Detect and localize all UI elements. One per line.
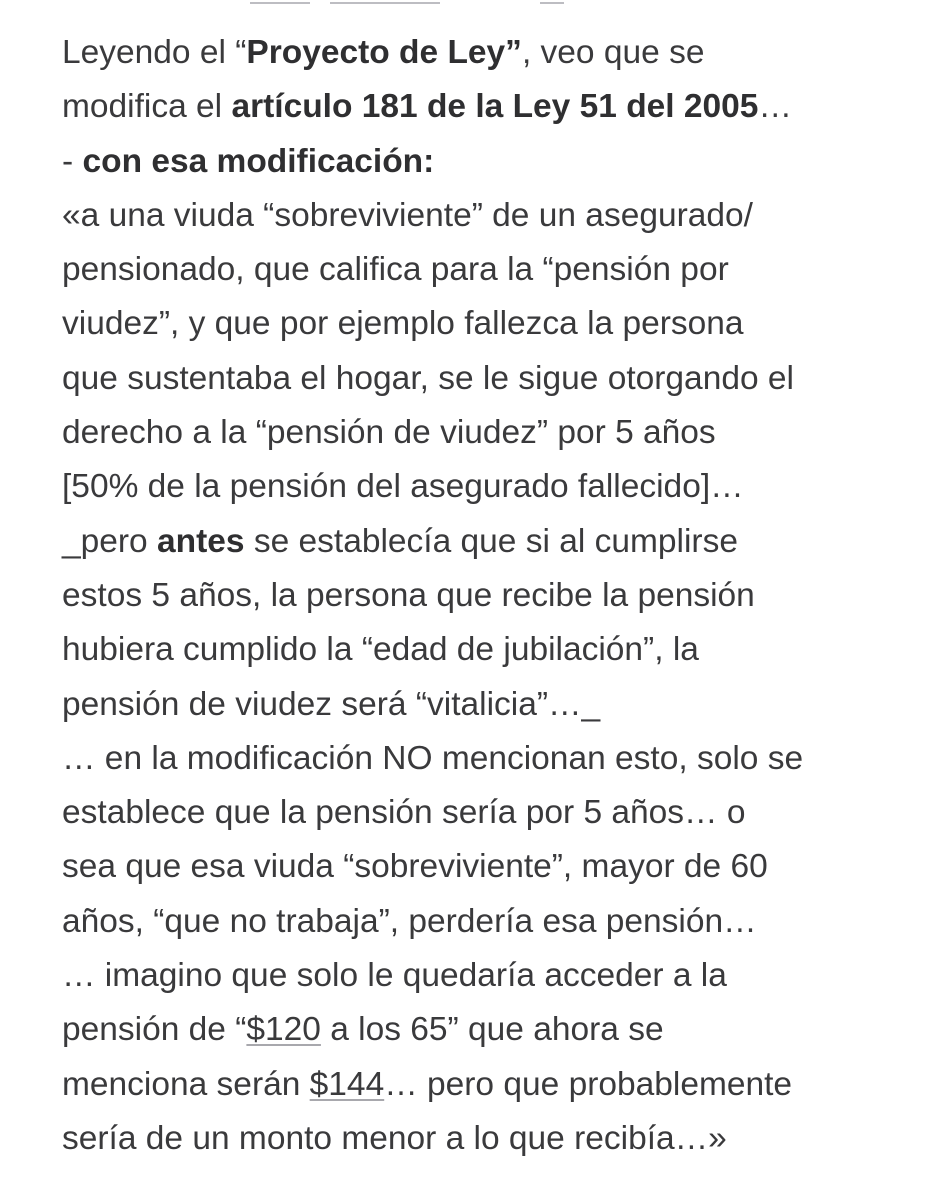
- underlined-amount: $120: [246, 1011, 321, 1049]
- bold-text: Proyecto de Ley”: [246, 34, 522, 71]
- underlined-amount: $144: [309, 1065, 385, 1103]
- text-segment: modifica el: [62, 88, 232, 126]
- cropped-text-fragment: [330, 2, 440, 4]
- text-segment: pensión de “: [62, 1011, 247, 1049]
- text-segment: sería de un monto menor a lo que recibía…»: [62, 1119, 727, 1157]
- note-line: [62, 1003, 922, 1057]
- text-segment: … imagino que solo le quedaría acceder a la: [62, 957, 727, 995]
- text-segment: años, “que no trabaja”, perdería esa pensión…: [62, 902, 757, 940]
- text-segment: hubiera cumplido la “edad de jubilación”, la: [62, 631, 699, 669]
- bold-text: artículo 181 de la Ley 51 del 2005: [231, 88, 759, 126]
- note-body[interactable]: [62, 26, 922, 1166]
- note-line: [62, 1112, 922, 1166]
- text-segment: _pero: [62, 522, 157, 560]
- note-line: [62, 515, 922, 569]
- text-segment: a los 65” que ahora se: [320, 1011, 664, 1049]
- text-segment: derecho a la “pensión de viudez” por 5 años: [62, 414, 716, 452]
- text-segment: Leyendo el “: [62, 34, 247, 71]
- text-segment: sea que esa viuda “sobreviviente”, mayor de 60: [62, 848, 768, 886]
- text-segment: … pero que probablemente: [384, 1065, 793, 1103]
- note-line: [62, 786, 922, 840]
- text-segment: que sustentaba el hogar, se le sigue otorgando el: [62, 359, 794, 397]
- cropped-text-fragment: [250, 2, 310, 4]
- cropped-previous-line: [0, 0, 940, 14]
- note-line: [62, 297, 922, 351]
- cropped-text-fragment: [540, 2, 564, 4]
- note-line: [62, 840, 922, 894]
- note-line: [62, 895, 922, 949]
- note-line: [62, 135, 922, 189]
- note-line: [62, 406, 922, 460]
- text-segment: pensión de viudez será “vitalicia”…_: [62, 685, 601, 723]
- text-segment: …: [758, 88, 792, 126]
- text-segment: «a una viuda “sobreviviente” de un asegurado/: [62, 196, 753, 234]
- text-segment: [50% de la pensión del asegurado fallecido]…: [62, 468, 744, 506]
- text-segment: … en la modificación NO mencionan esto, solo se: [62, 739, 804, 777]
- note-line: [62, 1058, 922, 1112]
- note-line: [62, 26, 922, 80]
- note-line: [62, 243, 922, 297]
- note-line: [62, 352, 922, 406]
- text-segment: estos 5 años, la persona que recibe la pensión: [62, 576, 755, 614]
- note-line: [62, 80, 922, 134]
- bold-text: antes: [157, 522, 245, 560]
- text-segment: , veo que se: [521, 34, 705, 71]
- text-segment: viudez”, y que por ejemplo fallezca la persona: [62, 305, 744, 343]
- text-segment: pensionado, que califica para la “pensión por: [62, 251, 729, 289]
- note-line: [62, 949, 922, 1003]
- text-segment: -: [62, 142, 83, 180]
- text-segment: establece que la pensión sería por 5 años… o: [62, 794, 746, 832]
- note-line: [62, 460, 922, 514]
- note-line: [62, 678, 922, 732]
- note-line: [62, 569, 922, 623]
- note-line: [62, 623, 922, 677]
- text-segment: se establecía que si al cumplirse: [244, 522, 738, 560]
- bold-text: con esa modificación:: [82, 142, 435, 180]
- text-segment: menciona serán: [62, 1065, 310, 1103]
- note-line: [62, 732, 922, 786]
- note-line: [62, 189, 922, 243]
